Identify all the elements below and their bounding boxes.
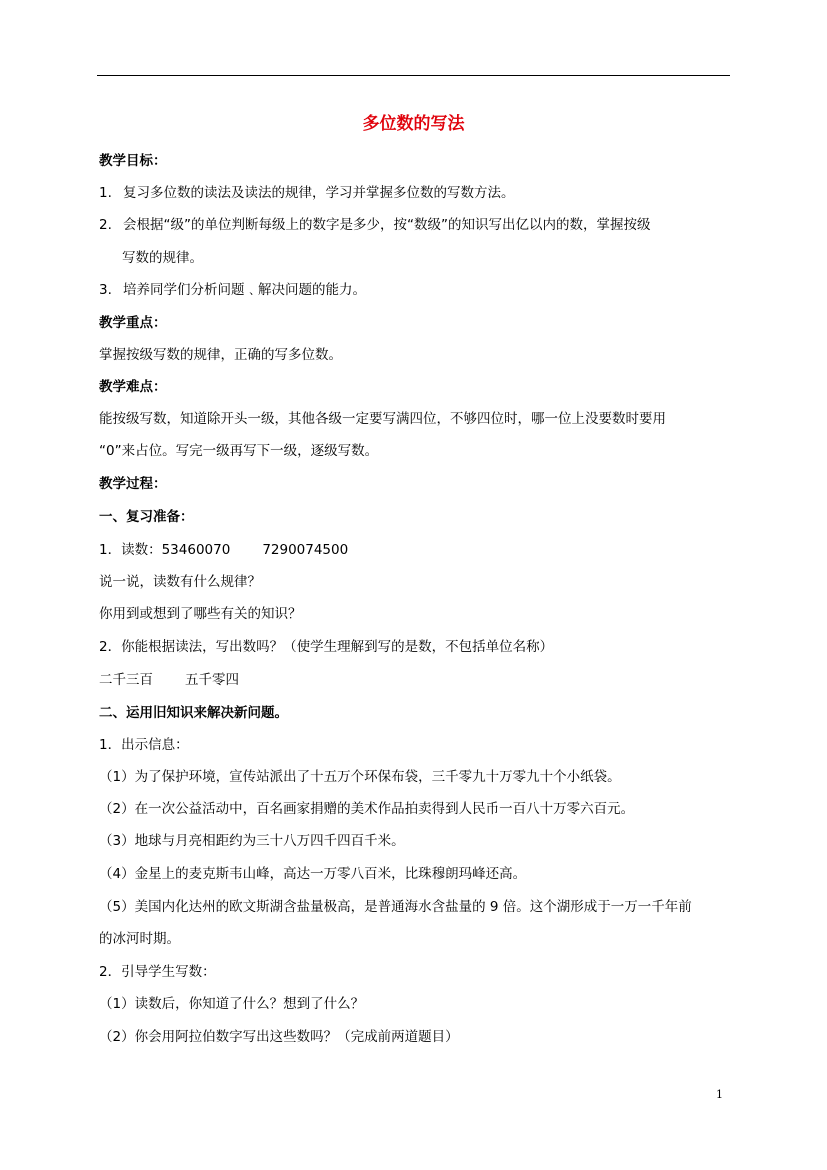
objective-text: 培养同学们分析问题﹑解决问题的能力。 xyxy=(123,282,366,298)
guide-item-1: （1）读数后，你知道了什么？想到了什么？ xyxy=(99,996,365,1012)
objective-item-2 xyxy=(99,215,739,235)
info-item-2: （2）在一次公益活动中，百名画家捐赠的美术作品拍卖得到人民币一百八十万零六百元。 xyxy=(99,801,635,817)
objective-num: 3. xyxy=(99,282,112,298)
objective-item-2-cont: 写数的规律。 xyxy=(122,250,203,266)
review-question-1: 说一说，读数有什么规律？ xyxy=(99,574,261,590)
difficulties-text-1: 能按级写数，知道除开头一级，其他各级一定要写满四位，不够四位时，哪一位上没要数时要用 xyxy=(99,411,666,427)
key-points-text: 掌握按级写数的规律，正确的写多位数。 xyxy=(99,347,342,363)
objective-item-3 xyxy=(99,280,739,300)
objective-num: 1. xyxy=(99,185,112,201)
objective-text: 复习多位数的读法及读法的规律，学习并掌握多位数的写数方法。 xyxy=(123,185,515,201)
review-question-2: 你用到或想到了哪些有关的知识？ xyxy=(99,606,302,622)
page-number: 1 xyxy=(716,1088,723,1101)
review-words xyxy=(99,670,739,690)
header-rule xyxy=(97,75,730,76)
section-2-item-2: 2．引导学生写数： xyxy=(99,964,216,980)
review-item-2: 2．你能根据读法，写出数吗？（使学生理解到写的是数，不包括单位名称） xyxy=(99,639,554,655)
review-number-a: 53460070 xyxy=(161,542,231,558)
review-words-a: 二千三百 xyxy=(99,672,153,688)
process-heading: 教学过程： xyxy=(99,476,167,492)
objective-item-1 xyxy=(99,183,739,203)
info-item-4: （4）金星上的麦克斯韦山峰，高达一万零八百米，比珠穆朗玛峰还高。 xyxy=(99,866,527,882)
difficulties-heading: 教学难点： xyxy=(99,379,167,395)
info-item-5: （5）美国内化达州的欧文斯湖含盐量极高，是普通海水含盐量的 9 倍。这个湖形成于一万一千年前 xyxy=(99,899,692,915)
page-title: 多位数的写法 xyxy=(362,114,465,134)
section-2-heading: 二、运用旧知识来解决新问题。 xyxy=(99,705,288,721)
difficulties-text-2: “0”来占位。写完一级再写下一级，逐级写数。 xyxy=(99,443,379,459)
guide-item-2: （2）你会用阿拉伯数字写出这些数吗？（完成前两道题目） xyxy=(99,1029,459,1045)
review-words-b: 五千零四 xyxy=(185,672,239,688)
key-points-heading: 教学重点： xyxy=(99,315,167,331)
review-item-1-label: 1．读数： xyxy=(99,542,162,558)
section-2-item-1: 1．出示信息： xyxy=(99,737,189,753)
review-number-b: 7290074500 xyxy=(262,542,349,558)
objective-text: 会根据“级”的单位判断每级上的数字是多少，按“数级”的知识写出亿以内的数，掌握按级 xyxy=(123,217,651,233)
review-item-1 xyxy=(99,540,739,560)
info-item-1: （1）为了保护环境，宣传站派出了十五万个环保布袋，三千零九十万零九十个小纸袋。 xyxy=(99,769,621,785)
info-item-5-cont: 的冰河时期。 xyxy=(99,931,180,947)
objective-num: 2. xyxy=(99,217,112,233)
section-1-heading: 一、复习准备： xyxy=(99,509,194,525)
info-item-3: （3）地球与月亮相距约为三十八万四千四百千米。 xyxy=(99,833,405,849)
objectives-heading: 教学目标： xyxy=(99,153,167,169)
